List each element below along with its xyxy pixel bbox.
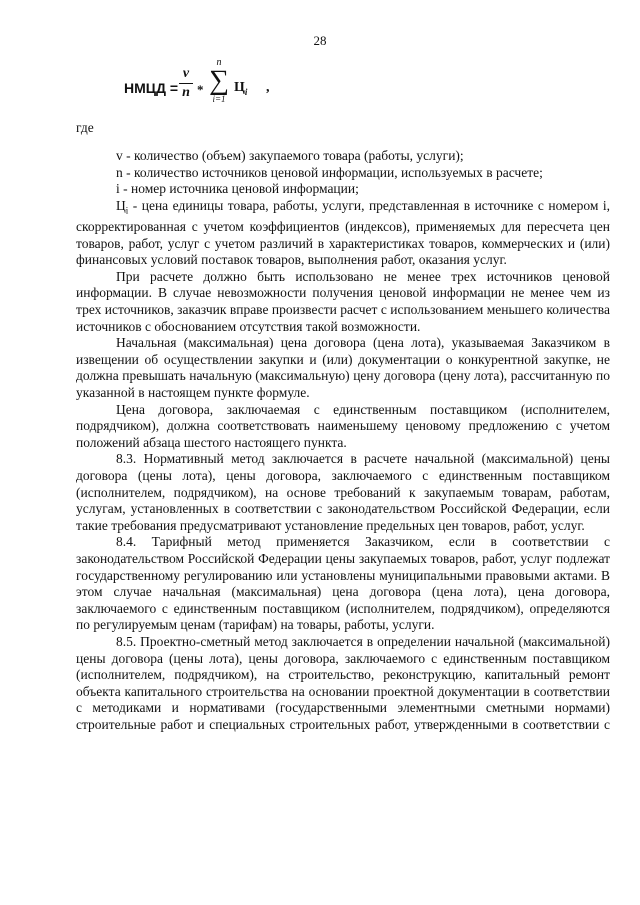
formula-lhs: НМЦД = — [124, 80, 179, 96]
formula-tail: , — [266, 80, 270, 95]
fraction-bar — [179, 83, 193, 84]
definition-n: n - количество источников ценовой информации, используемых в расчете; — [116, 164, 543, 180]
paragraph: При расчете должно быть использовано не менее трех источников ценовой информации. В случае невозможности получения ценовой информации не менее чем из трех источников, заказчик вправе произвести расчет с использованием меньшего количества источников с обоснованием отсутствия такой возможности. — [76, 268, 610, 334]
sum-upper-limit: n — [216, 57, 222, 68]
paragraph-8-5: 8.5. Проектно-сметный метод заключается в определении начальной (максимальной) цены договора (цены лота), цены договора, заключаемого с единственным поставщиком (исполнителем, подрядчиком), на строительство, реконструкцию, капитальный ремонт объекта капитального строительства на основании проектной документации в соответствии с методиками и нормативами (государственными элементными сметными нормами) строительные работ и специальных строительных работ, утвержденными в соответствии с — [76, 633, 610, 732]
sum-lower-limit: i=1 — [212, 94, 226, 104]
sigma-icon: ∑ — [209, 65, 229, 96]
definition-price — [76, 198, 610, 269]
formula-denominator: n — [182, 85, 190, 100]
price-symbol-sub: i — [125, 205, 129, 216]
paragraph-8-4: 8.4. Тарифный метод применяется Заказчиком, если в соответствии с законодательством Российской Федерации цены закупаемых товаров, работ, услуг подлежат государственному регулированию или установлены муниципальными правовыми актами. В этом случае начальная (максимальная) цена договора (цена лота), цена договора, заключаемого с единственным поставщиком (исполнителем, подрядчиком), определяются по регулируемым ценам (тарифам) на товары, работы, услуги. — [76, 534, 610, 633]
summation — [208, 58, 230, 104]
price-symbol: Ц — [116, 197, 126, 213]
page-number: 28 — [313, 33, 327, 48]
document-body — [76, 148, 610, 733]
formula-term-sub: i — [244, 86, 248, 97]
definition-i: i - номер источника ценовой информации; — [116, 181, 359, 197]
price-definition-text: - цена единицы товара, работы, услуги, представленная в источнике с номером i, скорректированная с учетом коэффициентов (индексов), применяемых для пересчета цен товаров, работ, услуг с учетом различий в характеристиках товаров, коммерческих и (или) финансовых условий поставок товаров, выполнения работ, оказания услуг. — [76, 197, 610, 268]
formula-term — [234, 80, 247, 97]
paragraph-8-3: 8.3. Нормативный метод заключается в расчете начальной (максимальной) цены договора (цены лота), цены договора, заключаемого с единственным поставщиком (исполнителем, подрядчиком), на основе требований к закупаемым товарам, работам, услугам, установленных в соответствии с законодательством Российской Федерации, если такие требования предусматривают установление предельных цен товаров, работ, услуг. — [76, 451, 610, 533]
formula-numerator: v — [182, 66, 190, 81]
definition-v: v - количество (объем) закупаемого товара (работы, услуги); — [116, 148, 464, 163]
paragraph: Начальная (максимальная) цена договора (цена лота), указываемая Заказчиком в извещении об осуществлении закупки и (или) документации о конкурентной закупке, не должна превышать начальную (максимальную) цену договора (цену лота), рассчитанную по указанной в настоящем пункте формуле. — [76, 335, 610, 400]
paragraph: Цена договора, заключаемая с единственным поставщиком (исполнителем, подрядчиком), должна соответствовать наименьшему ценовому предложению с учетом положений абзаца шестого настоящего пункта. — [76, 401, 610, 450]
formula-fraction — [179, 66, 193, 101]
formula-term-symbol: Ц — [234, 80, 245, 95]
formula-multiply: * — [197, 82, 204, 97]
where-label: где — [76, 120, 94, 135]
